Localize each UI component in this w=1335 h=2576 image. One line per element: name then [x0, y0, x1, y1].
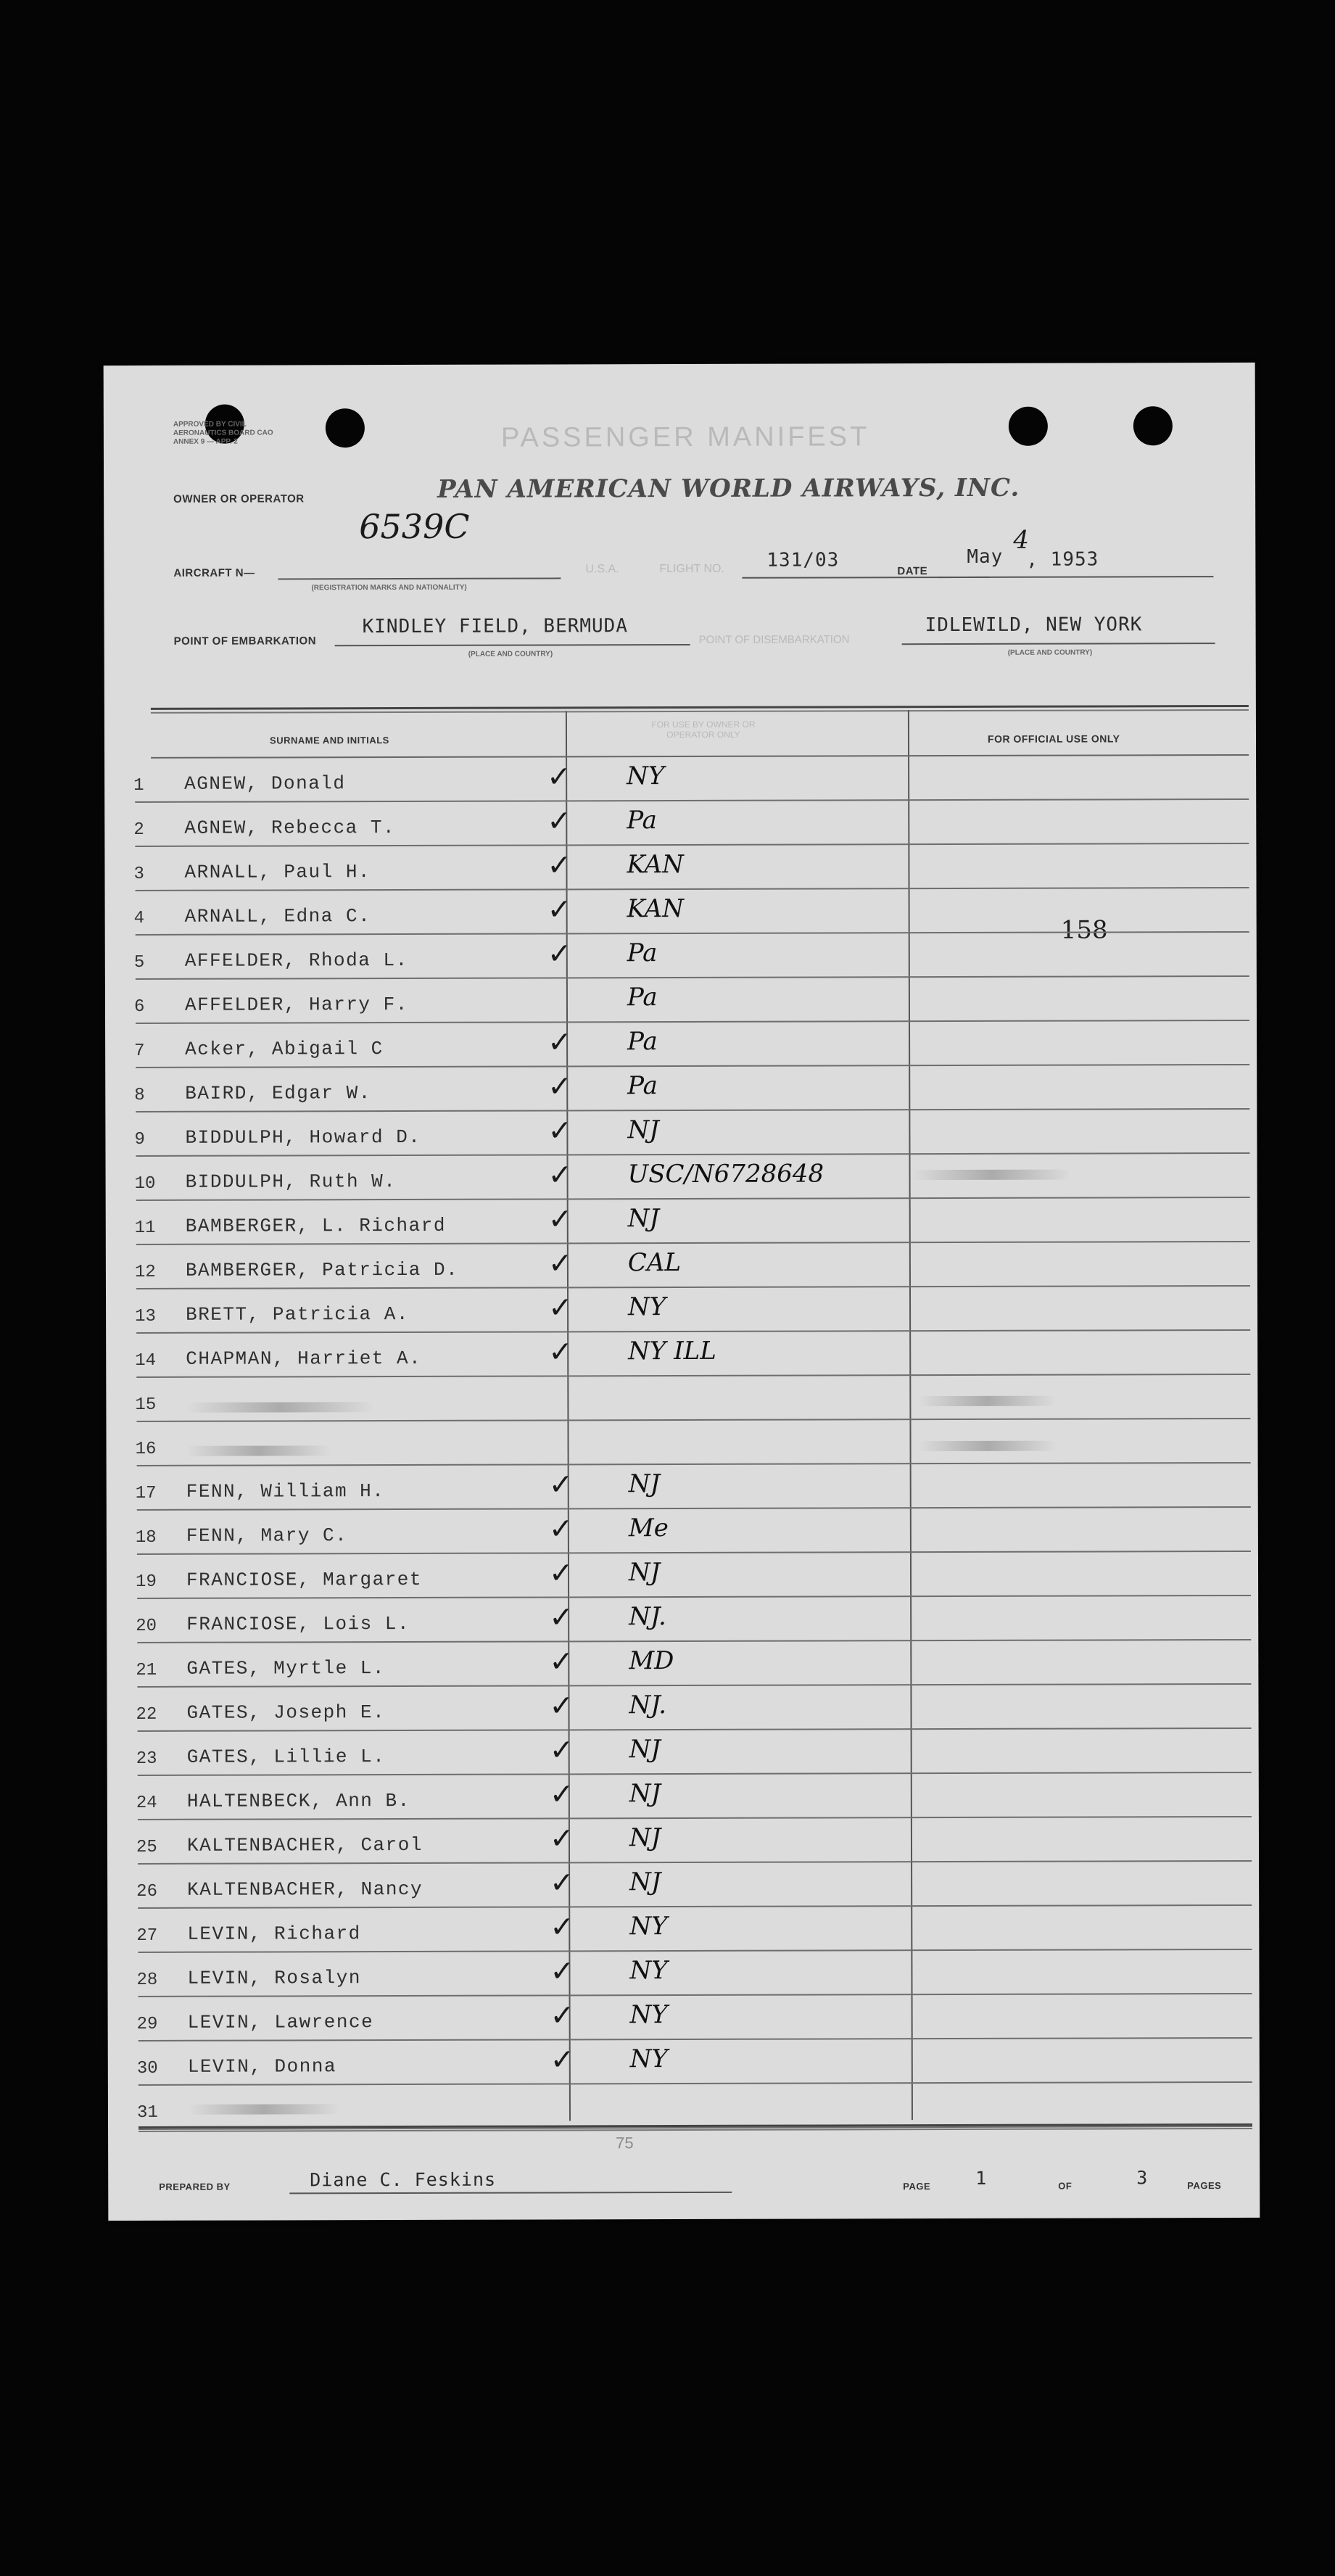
embarkation-caption: (PLACE AND COUNTRY)	[468, 650, 553, 659]
owner-label: OWNER OR OPERATOR	[173, 492, 305, 505]
disembarkation-label: POINT OF DISEMBARKATION	[698, 633, 850, 646]
row-rule	[136, 975, 1249, 980]
passenger-name: FRANCIOSE, Margaret	[186, 1568, 423, 1591]
date-month: May	[967, 545, 1004, 568]
row-number: 11	[134, 1218, 156, 1238]
passenger-name: GATES, Myrtle L.	[186, 1657, 386, 1680]
aircraft-caption: (REGISTRATION MARKS AND NATIONALITY)	[311, 583, 467, 593]
row-number: 1	[133, 775, 144, 796]
row-rule	[135, 843, 1249, 847]
check-mark: ✓	[547, 1202, 573, 1237]
row-rule	[138, 1816, 1252, 1820]
row-rule	[136, 1064, 1249, 1068]
check-mark: ✓	[549, 1733, 574, 1767]
residence-state: NY	[627, 761, 665, 791]
row-number: 21	[136, 1660, 157, 1680]
page-number: 1	[975, 2167, 988, 2189]
row-rule	[135, 798, 1249, 803]
residence-state: NJ.	[629, 1690, 667, 1720]
nationality: U.S.A.	[585, 563, 619, 576]
row-rule	[136, 1241, 1250, 1245]
passenger-name: BRETT, Patricia A.	[186, 1303, 409, 1326]
row-number: 2	[133, 820, 144, 840]
passenger-name: FENN, Mary C.	[186, 1524, 348, 1547]
residence-state: Pa	[627, 806, 657, 835]
check-mark: ✓	[547, 1247, 573, 1281]
row-rule	[136, 1020, 1249, 1024]
row-number: 4	[133, 908, 145, 928]
check-mark: ✓	[548, 1468, 574, 1502]
total-pages: 3	[1136, 2167, 1149, 2189]
date-day-handwritten: 4	[1013, 525, 1029, 555]
row-number: 9	[134, 1129, 145, 1149]
date-year: , 1953	[1026, 548, 1099, 571]
prepared-by-name: Diane C. Feskins	[310, 2168, 497, 2191]
residence-state: Pa	[627, 1027, 658, 1057]
passenger-name: LEVIN, Rosalyn	[187, 1967, 361, 1989]
row-rule	[136, 1108, 1249, 1112]
check-mark: ✓	[547, 1158, 573, 1192]
check-mark: ✓	[547, 893, 572, 927]
passenger-name: ARNALL, Paul H.	[184, 861, 371, 883]
residence-state: NJ	[627, 1115, 659, 1145]
row-rule	[136, 1418, 1250, 1422]
check-mark: ✓	[547, 1025, 572, 1060]
punch-hole	[1009, 407, 1048, 446]
passenger-name: Acker, Abigail C	[185, 1038, 384, 1060]
residence-state: USC/N6728648	[627, 1159, 824, 1189]
row-number: 3	[133, 864, 144, 884]
row-number: 28	[136, 1970, 158, 1990]
row-number: 20	[136, 1616, 157, 1636]
check-mark: ✓	[548, 1335, 573, 1369]
disembarkation-place: IDLEWILD, NEW YORK	[925, 614, 1143, 637]
residence-state: NJ	[629, 1823, 661, 1853]
residence-state: NY	[629, 1956, 668, 1986]
row-rule	[136, 1374, 1250, 1378]
row-number: 16	[135, 1439, 157, 1459]
row-rule	[136, 1197, 1250, 1201]
passenger-name: AGNEW, Rebecca T.	[184, 817, 396, 839]
check-mark: ✓	[550, 1999, 575, 2033]
row-rule	[139, 1993, 1252, 1997]
residence-state: NJ	[629, 1779, 661, 1809]
prepared-by-label: PREPARED BY	[159, 2181, 231, 2192]
residence-state: NY	[628, 1292, 666, 1322]
residence-state: Pa	[627, 983, 658, 1012]
aircraft-handwritten-number: 6539C	[359, 506, 470, 547]
row-rule	[138, 1727, 1252, 1732]
row-rule	[138, 1772, 1252, 1776]
check-mark: ✓	[547, 1070, 572, 1104]
pages-label: PAGES	[1187, 2180, 1222, 2192]
row-number: 5	[133, 952, 145, 973]
passenger-name: BIDDULPH, Howard D.	[185, 1126, 421, 1149]
row-rule	[137, 1595, 1251, 1599]
residence-state: KAN	[627, 893, 684, 924]
passenger-name: LEVIN, Donna	[187, 2055, 337, 2078]
row-rule	[138, 1949, 1252, 1953]
form-title: PASSENGER MANIFEST	[500, 421, 870, 453]
passenger-name: FRANCIOSE, Lois L.	[186, 1612, 410, 1635]
row-number: 13	[135, 1306, 156, 1326]
row-number: 30	[136, 2058, 158, 2078]
row-number: 8	[134, 1085, 145, 1105]
row-number: 29	[136, 2014, 158, 2034]
check-mark: ✓	[549, 1645, 574, 1679]
row-number: 10	[134, 1173, 156, 1194]
residence-state: MD	[629, 1646, 674, 1676]
of-label: OF	[1058, 2180, 1072, 2192]
passenger-name: GATES, Lillie L.	[186, 1746, 386, 1768]
row-number: 19	[136, 1572, 157, 1592]
row-number: 22	[136, 1704, 157, 1725]
row-rule	[137, 1683, 1251, 1688]
passenger-name: BAIRD, Edgar W.	[185, 1082, 371, 1105]
residence-state: NJ	[628, 1469, 661, 1499]
residence-state: KAN	[627, 849, 684, 880]
operator-name: PAN AMERICAN WORLD AIRWAYS, INC.	[437, 473, 1020, 504]
col-header-official: FOR OFFICIAL USE ONLY	[987, 732, 1120, 745]
residence-state: NJ	[629, 1867, 661, 1897]
flight-label: FLIGHT NO.	[659, 562, 724, 576]
passenger-name: AFFELDER, Harry F.	[184, 993, 408, 1016]
residence-state: NY	[629, 2044, 669, 2074]
residence-state: NY ILL	[628, 1336, 716, 1366]
row-number: 7	[134, 1041, 145, 1061]
row-number: 18	[135, 1527, 157, 1548]
passenger-name: GATES, Joseph E.	[186, 1701, 386, 1724]
row-number: 14	[135, 1350, 157, 1371]
embarkation-place: KINDLEY FIELD, BERMUDA	[362, 615, 629, 638]
disembarkation-caption: (PLACE AND COUNTRY)	[1007, 648, 1093, 657]
residence-state: Me	[628, 1514, 669, 1543]
row-number: 31	[136, 2102, 158, 2123]
flight-number: 131/03	[766, 549, 840, 571]
check-mark: ✓	[550, 1910, 574, 1944]
check-mark: ✓	[548, 1512, 574, 1546]
check-mark: ✓	[550, 1954, 575, 1989]
check-mark: ✓	[547, 804, 571, 838]
passenger-name: LEVIN, Richard	[187, 1923, 361, 1945]
aircraft-label: AIRCRAFT N—	[173, 566, 255, 579]
passenger-name: BAMBERGER, Patricia D.	[185, 1258, 459, 1281]
row-rule	[137, 1506, 1251, 1511]
corner-note: APPROVED BY CIVIL AERONAUTICS BOARD CAO ANNEX 9 — APP. 2	[173, 420, 273, 446]
residence-state: NY	[629, 1912, 668, 1941]
check-mark: ✓	[549, 1601, 574, 1635]
row-rule	[139, 2081, 1252, 2086]
date-label: DATE	[897, 565, 928, 578]
punch-hole	[326, 408, 365, 447]
passenger-name: HALTENBECK, Ann B.	[186, 1789, 410, 1812]
manifest-sheet	[104, 363, 1260, 2221]
residence-state: CAL	[627, 1248, 682, 1278]
row-rule	[137, 1639, 1251, 1643]
residence-state: NY	[629, 2000, 668, 2030]
passenger-name: FENN, William H.	[186, 1480, 385, 1503]
passenger-name: AFFELDER, Rhoda L.	[184, 949, 408, 972]
check-mark: ✓	[547, 937, 572, 971]
check-mark: ✓	[549, 1689, 574, 1723]
embarkation-label: POINT OF EMBARKATION	[173, 635, 317, 648]
passenger-name: KALTENBACHER, Nancy	[187, 1878, 423, 1901]
row-number: 17	[135, 1483, 157, 1503]
row-rule	[138, 1860, 1252, 1865]
row-number: 25	[136, 1837, 157, 1857]
passenger-name: ARNALL, Edna C.	[184, 905, 371, 928]
passenger-name: CHAPMAN, Harriet A.	[186, 1347, 422, 1370]
row-number: 24	[136, 1793, 157, 1813]
row-number: 12	[134, 1262, 156, 1282]
check-mark: ✓	[547, 1114, 572, 1148]
row-number: 26	[136, 1881, 158, 1902]
row-rule	[136, 1329, 1250, 1334]
check-mark: ✓	[550, 2043, 575, 2077]
col-header-surname: SURNAME AND INITIALS	[269, 735, 389, 746]
residence-state: NJ.	[629, 1602, 666, 1632]
row-rule	[136, 887, 1249, 891]
row-number: 23	[136, 1749, 157, 1769]
check-mark: ✓	[547, 760, 571, 794]
row-rule	[139, 2037, 1252, 2042]
row-number: 27	[136, 1925, 158, 1946]
residence-state: Pa	[627, 1071, 658, 1101]
row-rule	[138, 1904, 1252, 1909]
passenger-name: LEVIN, Lawrence	[187, 2011, 374, 2034]
punch-hole	[1133, 406, 1173, 445]
passenger-name: BIDDULPH, Ruth W.	[185, 1171, 397, 1193]
residence-state: NJ	[629, 1735, 661, 1764]
residence-state: NJ	[628, 1558, 661, 1588]
row-number: 6	[133, 996, 145, 1017]
row-rule	[137, 1462, 1251, 1466]
row-rule	[136, 1285, 1250, 1289]
check-mark: ✓	[547, 849, 572, 883]
check-mark: ✓	[547, 1291, 573, 1325]
row-number: 15	[135, 1395, 157, 1415]
passenger-name: KALTENBACHER, Carol	[186, 1833, 423, 1857]
check-mark: ✓	[548, 1556, 574, 1590]
passenger-name: BAMBERGER, L. Richard	[185, 1214, 446, 1237]
check-mark: ✓	[549, 1778, 574, 1812]
passenger-name: AGNEW, Donald	[184, 772, 346, 795]
check-mark: ✓	[549, 1822, 574, 1856]
row-rule	[137, 1551, 1251, 1555]
residence-state: NJ	[627, 1204, 660, 1234]
row-rule	[136, 1152, 1250, 1157]
official-note: 158	[1060, 915, 1108, 945]
col-header-owner: FOR USE BY OWNER OR OPERATOR ONLY	[651, 719, 756, 740]
bottom-mark: 75	[616, 2134, 634, 2152]
page-label: PAGE	[903, 2181, 931, 2192]
residence-state: Pa	[627, 938, 658, 968]
check-mark: ✓	[550, 1866, 574, 1900]
